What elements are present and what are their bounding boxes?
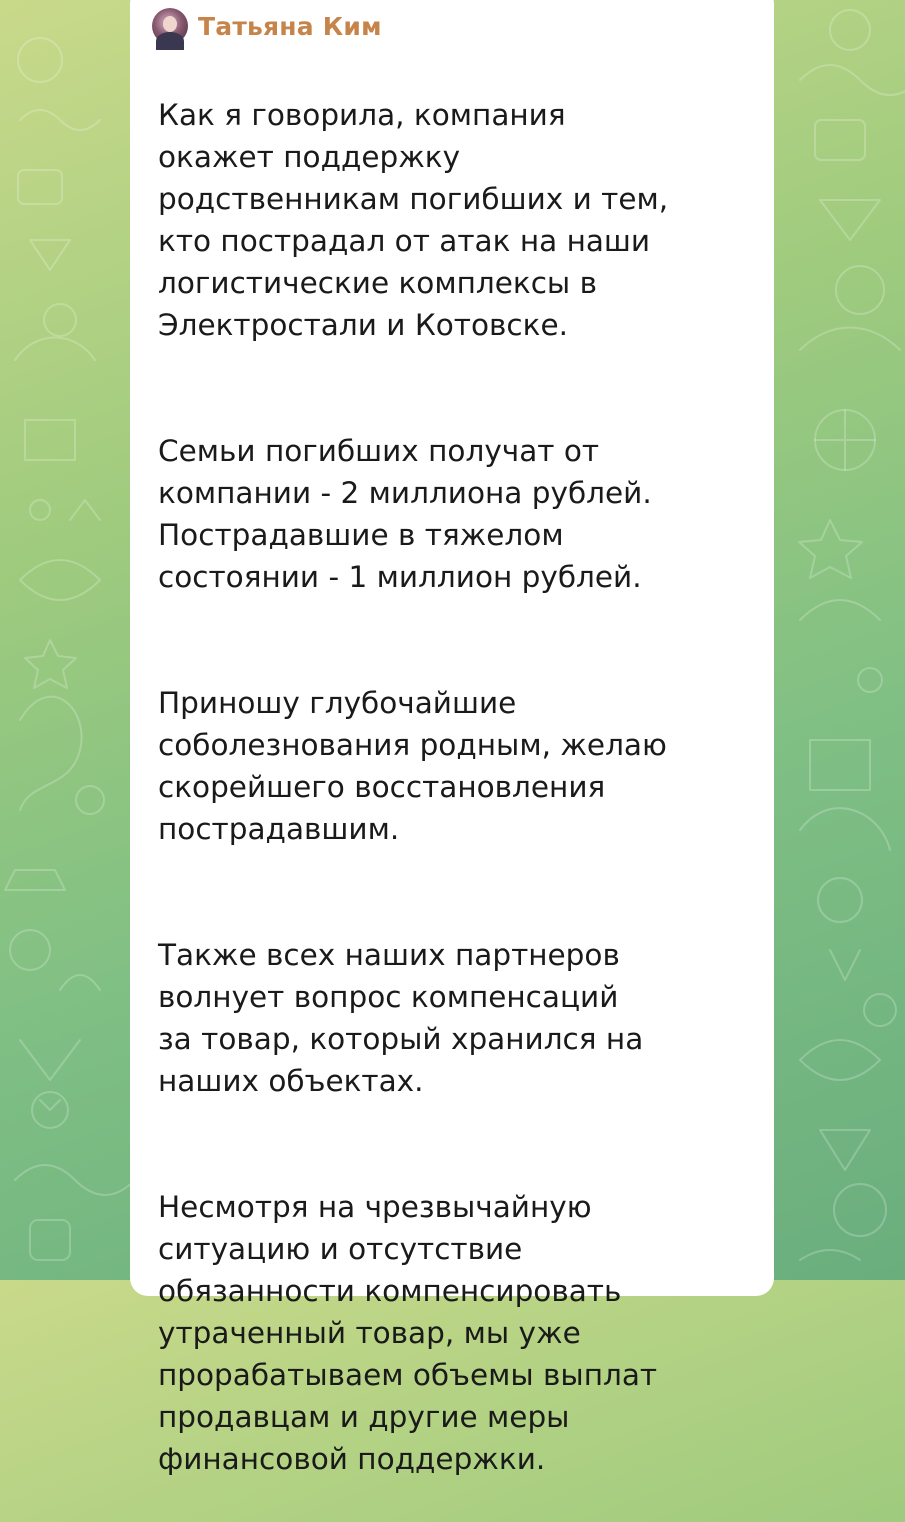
message-text — [158, 52, 758, 1522]
message-paragraph: Семьи погибших получат от компании - 2 миллиона рублей. Пострадавшие в тяжелом состоянии - 1 миллион рублей. — [158, 434, 652, 594]
message-paragraph: Как я говорила, компания окажет поддержку родственникам погибших и тем, кто пострадал от атак на наши логистические комплексы в Электростали и Котовске. — [158, 98, 669, 342]
message-paragraph: Несмотря на чрезвычайную ситуацию и отсутствие обязанности компенсировать утраченный товар, мы уже прорабатываем объемы выплат продавцам и другие меры финансовой поддержки. — [158, 1190, 658, 1476]
message-header — [152, 8, 382, 44]
message-paragraph: Приношу глубочайшие соболезнования родным, желаю скорейшего восстановления пострадавшим. — [158, 686, 667, 846]
message-paragraph: Также всех наших партнеров волнует вопрос компенсаций за товар, который хранился на наших объектах. — [158, 938, 644, 1098]
user-avatar-icon[interactable] — [152, 8, 188, 44]
sender-name[interactable]: Татьяна Ким — [198, 11, 382, 41]
